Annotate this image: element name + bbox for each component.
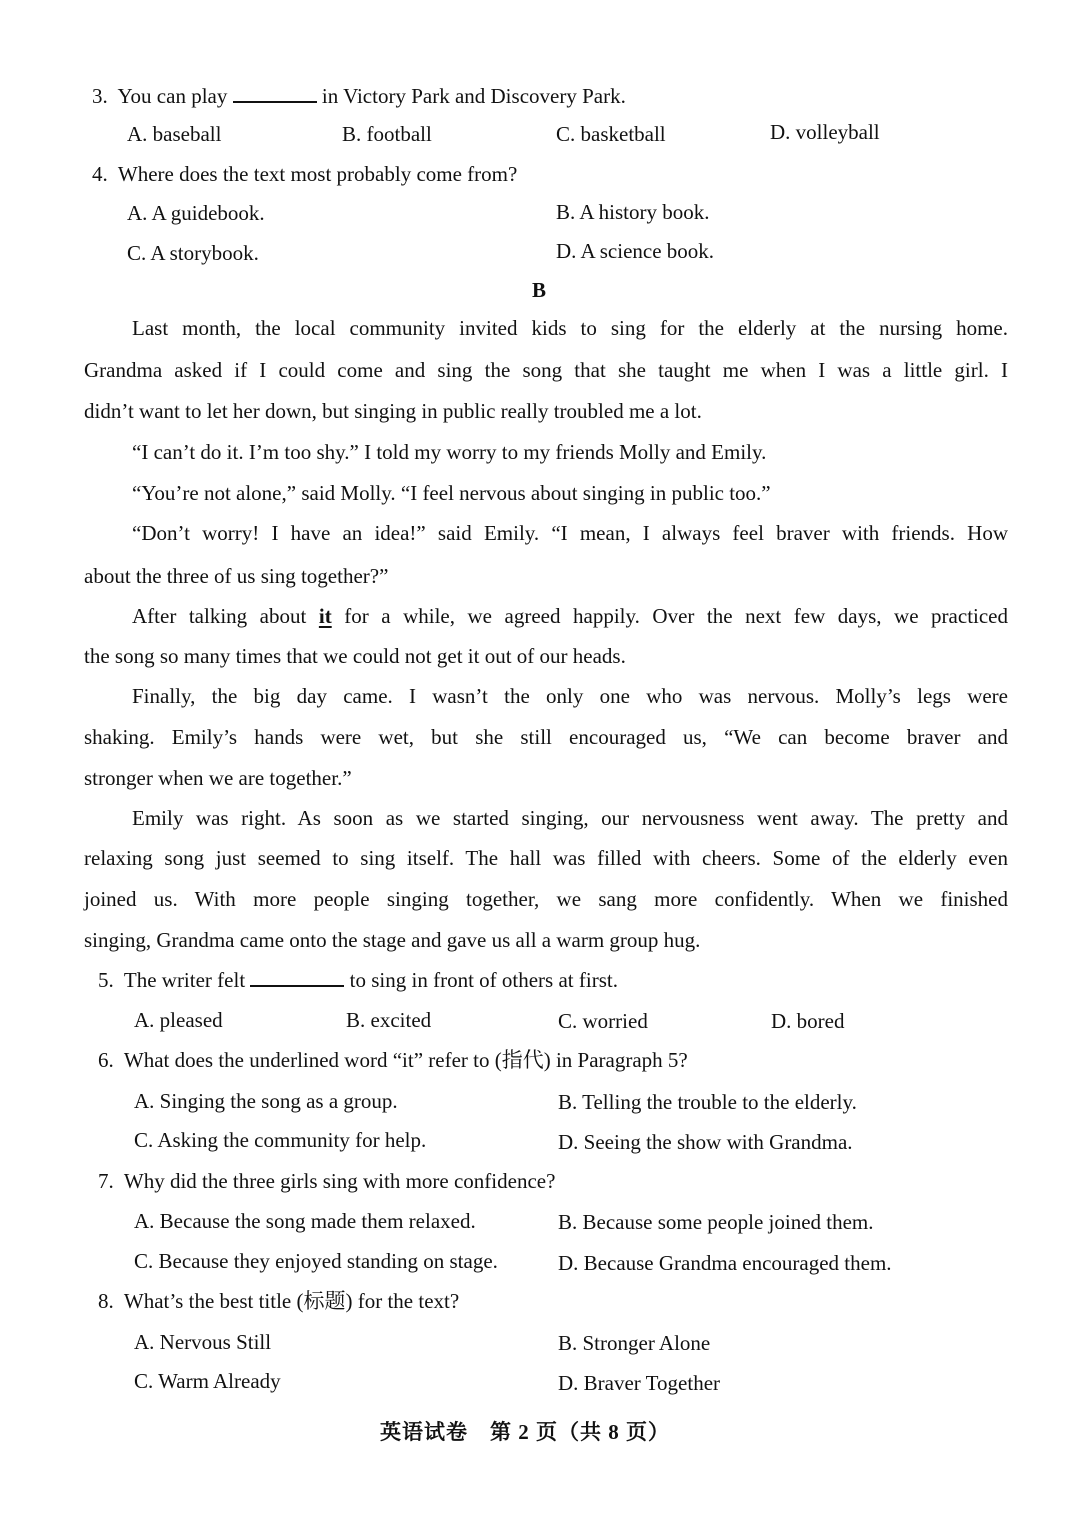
option: C. basketball	[556, 122, 666, 146]
option: B. Because some people joined them.	[558, 1210, 874, 1234]
question-number: 7.	[98, 1169, 114, 1193]
answer-blank	[233, 87, 317, 103]
passage-line: relaxing song just seemed to sing itself. The hall was filled with cheers. Some of the elderly even	[84, 846, 1008, 870]
option: D. volleyball	[770, 120, 880, 144]
option: C. Because they enjoyed standing on stage.	[134, 1249, 498, 1273]
option: B. football	[342, 122, 432, 146]
stem-before: You can play	[117, 84, 228, 108]
passage-line: didn’t want to let her down, but singing in public really troubled me a lot.	[84, 399, 702, 423]
text-before: After talking about	[132, 604, 307, 628]
passage-line: stronger when we are together.”	[84, 766, 352, 790]
option: A. Because the song made them relaxed.	[134, 1209, 476, 1233]
option: A. Nervous Still	[134, 1330, 272, 1354]
text-after: for a while, we agreed happily. Over the next few days, we practiced	[344, 604, 1009, 628]
question-6-stem	[98, 1046, 688, 1074]
page-footer: 英语试卷 第 2 页（共 8 页）	[380, 1420, 670, 1444]
passage-line-with-underline	[132, 602, 1008, 630]
passage-line: shaking. Emily’s hands were wet, but she still encouraged us, “We can become braver and	[84, 725, 1008, 749]
passage-line: Grandma asked if I could come and sing the song that she taught me when I was a little girl. I	[84, 358, 1008, 382]
passage-line: “Don’t worry! I have an idea!” said Emily. “I mean, I always feel braver with friends. How	[132, 521, 1008, 545]
section-label: B	[532, 278, 547, 302]
stem: What’s the best title (标题) for the text?	[123, 1289, 460, 1313]
option: C. Warm Already	[134, 1369, 281, 1393]
option: C. A storybook.	[127, 241, 259, 265]
option: A. Singing the song as a group.	[134, 1089, 398, 1113]
option: C. worried	[558, 1009, 648, 1033]
stem: Where does the text most probably come from?	[117, 162, 518, 186]
option: D. bored	[771, 1009, 845, 1033]
stem: Why did the three girls sing with more confidence?	[123, 1169, 556, 1193]
passage-line: “You’re not alone,” said Molly. “I feel nervous about singing in public too.”	[132, 481, 771, 505]
stem-after: in Victory Park and Discovery Park.	[321, 84, 626, 108]
option: B. Telling the trouble to the elderly.	[558, 1090, 857, 1114]
passage-line: the song so many times that we could not get it out of our heads.	[84, 644, 626, 668]
question-5-stem	[98, 966, 618, 994]
question-7-stem	[98, 1167, 555, 1195]
passage-line: “I can’t do it. I’m too shy.” I told my worry to my friends Molly and Emily.	[132, 440, 767, 464]
option: A. baseball	[127, 122, 222, 146]
passage-line: about the three of us sing together?”	[84, 564, 389, 588]
passage-line: singing, Grandma came onto the stage and gave us all a warm group hug.	[84, 928, 701, 952]
question-number: 5.	[98, 968, 114, 992]
passage-line: Finally, the big day came. I wasn’t the only one who was nervous. Molly’s legs were	[132, 684, 1008, 708]
option: C. Asking the community for help.	[134, 1128, 427, 1152]
question-number: 4.	[92, 162, 108, 186]
option: D. Because Grandma encouraged them.	[558, 1251, 892, 1275]
question-number: 3.	[92, 84, 108, 108]
question-3-stem	[92, 82, 626, 110]
stem-before: The writer felt	[123, 968, 246, 992]
passage-line: Last month, the local community invited kids to sing for the elderly at the nursing home.	[132, 316, 1008, 340]
option: A. A guidebook.	[127, 201, 265, 225]
stem-after: to sing in front of others at first.	[349, 968, 618, 992]
question-number: 6.	[98, 1048, 114, 1072]
option: D. A science book.	[556, 239, 715, 263]
underlined-word: it	[318, 604, 332, 628]
option: D. Seeing the show with Grandma.	[558, 1130, 853, 1154]
option: A. pleased	[134, 1008, 223, 1032]
passage-line: Emily was right. As soon as we started singing, our nervousness went away. The pretty and	[132, 806, 1008, 830]
question-number: 8.	[98, 1289, 114, 1313]
stem: What does the underlined word “it” refer to (指代) in Paragraph 5?	[123, 1048, 688, 1072]
question-8-stem	[98, 1287, 459, 1315]
option: B. A history book.	[556, 200, 710, 224]
answer-blank	[250, 971, 344, 987]
question-4-stem	[92, 160, 517, 188]
option: B. Stronger Alone	[558, 1331, 711, 1355]
passage-line: joined us. With more people singing together, we sang more confidently. When we finished	[84, 887, 1008, 911]
option: B. excited	[346, 1008, 432, 1032]
option: D. Braver Together	[558, 1371, 721, 1395]
